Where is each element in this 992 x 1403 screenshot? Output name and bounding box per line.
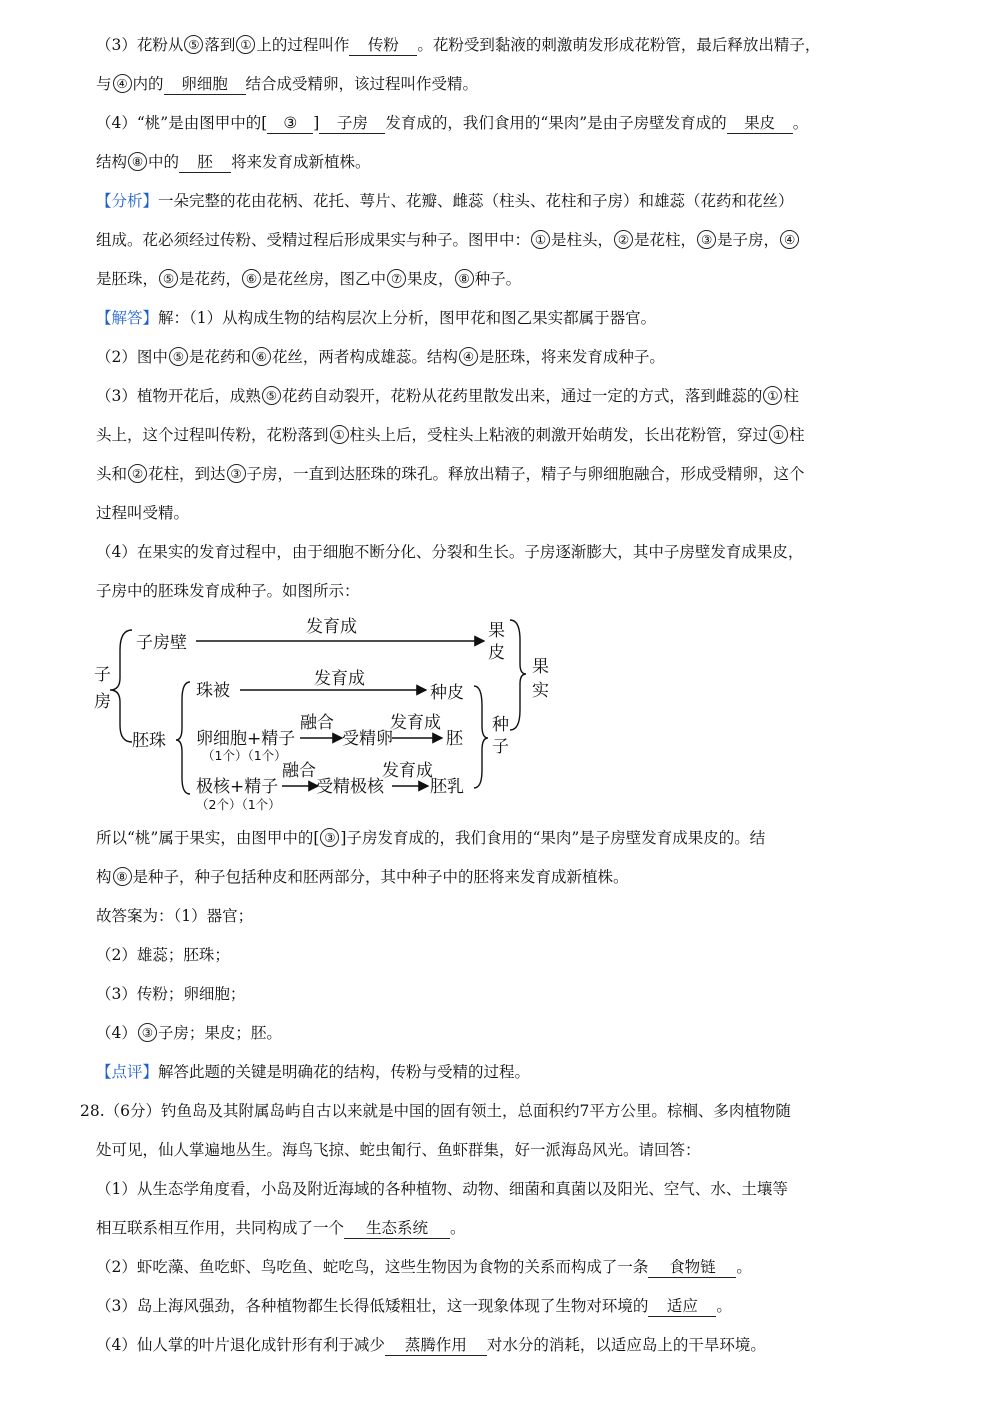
fuse-label-2: 融合: [282, 761, 316, 781]
solution-line6: 过程叫受精。: [96, 504, 190, 522]
solution-line10: 构 ⑧ 是种子，种子包括种皮和胚两部分，其中种子中的胚将来发育成新植株。: [96, 868, 629, 886]
analysis-tag: 【分析】: [96, 192, 159, 210]
fruit-peel-top: 果: [488, 621, 505, 641]
q28-p1-line1: （1）从生态学角度看，小岛及附近海域的各种植物、动物、细菌和真菌以及阳光、空气、水、土壤等: [96, 1180, 788, 1198]
q27-p4-line2: 结构 ⑧ 中的 胚 将来发育成新植株。: [96, 153, 371, 171]
solution-line7: （4）在果实的发育过程中，由于细胞不断分化、分裂和生长。子房逐渐膨大，其中子房壁发育成果皮，: [96, 543, 804, 561]
analysis-line1: 【分析】一朵完整的花由花柄、花托、萼片、花瓣、雌蕊（柱头、花柱和子房）和雄蕊（花药和花丝）: [96, 192, 794, 210]
develops-label-3: 发育成: [390, 713, 441, 733]
q27-p3-line2: 与 ④ 内的 卵细胞 结合成受精卵，该过程叫作受精。: [96, 75, 479, 93]
fruit-development-diagram: [92, 610, 562, 820]
q28-p4-line: （4）仙人掌的叶片退化成针形有利于减少 蒸腾作用 对水分的消耗，以适应岛上的干旱环境。: [96, 1336, 766, 1354]
answer-blank: 胚: [179, 152, 231, 173]
seed-label-bottom: 子: [492, 737, 509, 757]
ovule-label: 胚珠: [132, 731, 166, 751]
solution-line5: 头和 ② 花柱，到达 ③ 子房，一直到达胚珠的珠孔。释放出精子，精子与卵细胞融合，形成受精卵，这个: [96, 465, 805, 483]
solution-line9: 所以“桃”属于果实，由图甲中的[ ③ ]子房发育成的，我们食用的“果肉”是子房壁发育成果皮的。结: [96, 829, 766, 847]
fruit-label-bottom: 实: [532, 681, 549, 701]
answer-summary-3: （4） ③ 子房；果皮；胚。: [96, 1024, 282, 1042]
q28-line1: 28.（6分）钓鱼岛及其附属岛屿自古以来就是中国的固有领土，总面积约7平方公里。棕榈、多肉植物随: [80, 1102, 791, 1120]
endosperm-label: 胚乳: [430, 777, 464, 797]
seed-label-top: 种: [492, 715, 509, 735]
fertilized-polar-label: 受精极核: [316, 777, 384, 797]
q27-p3-line1: （3）花粉从 ⑤ 落到 ① 上的过程叫作 传粉 。花粉受到黏液的刺激萌发形成花粉管，最后释放出精子，: [96, 36, 821, 54]
ovary-label-top: 子: [94, 665, 111, 685]
egg-sperm-label: 卵细胞+精子: [196, 729, 296, 749]
develops-label: 发育成: [306, 617, 357, 637]
develops-label-4: 发育成: [382, 761, 433, 781]
seed-coat-label: 种皮: [430, 683, 464, 703]
solution-line1: 【解答】解：（1）从构成生物的结构层次上分析，图甲花和图乙果实都属于器官。: [96, 309, 657, 327]
answer-summary-1: （2）雄蕊；胚珠；: [96, 946, 230, 964]
fruit-label-top: 果: [532, 657, 549, 677]
egg-sperm-count: （1个）（1个）: [202, 748, 287, 763]
integument-label: 珠被: [196, 681, 230, 701]
solution-line3: （3）植物开花后，成熟 ⑤ 花药自动裂开，花粉从花药里散发出来，通过一定的方式，落到雌蕊的 ① 柱: [96, 387, 799, 405]
develops-label-2: 发育成: [314, 669, 365, 689]
answer-blank: 卵细胞: [164, 74, 246, 95]
zygote-label: 受精卵: [342, 729, 393, 749]
answer-blank: 传粉: [349, 35, 417, 56]
answer-summary-2: （3）传粉；卵细胞；: [96, 985, 246, 1003]
answer-blank: 果皮: [727, 113, 793, 134]
embryo-label: 胚: [446, 729, 463, 749]
q28-p3-line: （3）岛上海风强劲，各种植物都生长得低矮粗壮，这一现象体现了生物对环境的 适应 。: [96, 1297, 732, 1315]
fuse-label: 融合: [300, 713, 334, 733]
q28-p1-line2: 相互联系相互作用，共同构成了一个 生态系统 。: [96, 1219, 466, 1237]
answer-blank: 生态系统: [344, 1218, 450, 1239]
answer-blank: 食物链: [648, 1257, 736, 1278]
solution-line4: 头上，这个过程叫传粉，花粉落到 ① 柱头上后，受柱头上粘液的刺激开始萌发，长出花粉管，穿过 ① 柱: [96, 426, 805, 444]
analysis-line2: 组成。花必须经过传粉、受精过程后形成果实与种子。图甲中： ① 是柱头， ② 是花柱， ③ 是子房， ④: [96, 229, 800, 251]
answer-blank: 子房: [319, 113, 385, 134]
comment-line: 【点评】解答此题的关键是明确花的结构，传粉与受精的过程。: [96, 1063, 531, 1081]
comment-tag: 【点评】: [96, 1063, 159, 1081]
q28-p2-line: （2）虾吃藻、鱼吃虾、鸟吃鱼、蛇吃鸟，这些生物因为食物的关系而构成了一条 食物链 。: [96, 1258, 752, 1276]
answer-blank: ③: [267, 113, 313, 134]
polar-sperm-count: （2个）（1个）: [196, 797, 281, 812]
answer-blank: 蒸腾作用: [385, 1335, 487, 1356]
polar-sperm-label: 极核+精子: [196, 777, 279, 797]
analysis-line3: 是胚珠， ⑤ 是花药， ⑥ 是花丝房，图乙中 ⑦ 果皮， ⑧ 种子。: [96, 270, 522, 288]
ovary-wall-label: 子房壁: [136, 633, 187, 653]
q27-p4-line1: （4）“桃”是由图甲中的[ ③ ] 子房 发育成的，我们食用的“果肉”是由子房壁发育成的 果皮 。: [96, 114, 809, 132]
ovary-label-bottom: 房: [94, 692, 111, 712]
q28-line2: 处可见，仙人掌遍地丛生。海鸟飞掠、蛇虫匍行、鱼虾群集，好一派海岛风光。请回答：: [96, 1141, 701, 1159]
solution-line8: 子房中的胚珠发育成种子。如图所示：: [96, 582, 360, 600]
solution-tag: 【解答】: [96, 309, 159, 327]
question-number: 28.: [80, 1102, 105, 1120]
answer-summary-0: 故答案为：（1）器官；: [96, 907, 254, 925]
fruit-peel-bottom: 皮: [488, 643, 505, 663]
solution-line2: （2）图中 ⑤ 是花药和 ⑥ 花丝，两者构成雄蕊。结构 ④ 是胚珠，将来发育成种子。: [96, 348, 665, 366]
answer-blank: 适应: [648, 1296, 716, 1317]
